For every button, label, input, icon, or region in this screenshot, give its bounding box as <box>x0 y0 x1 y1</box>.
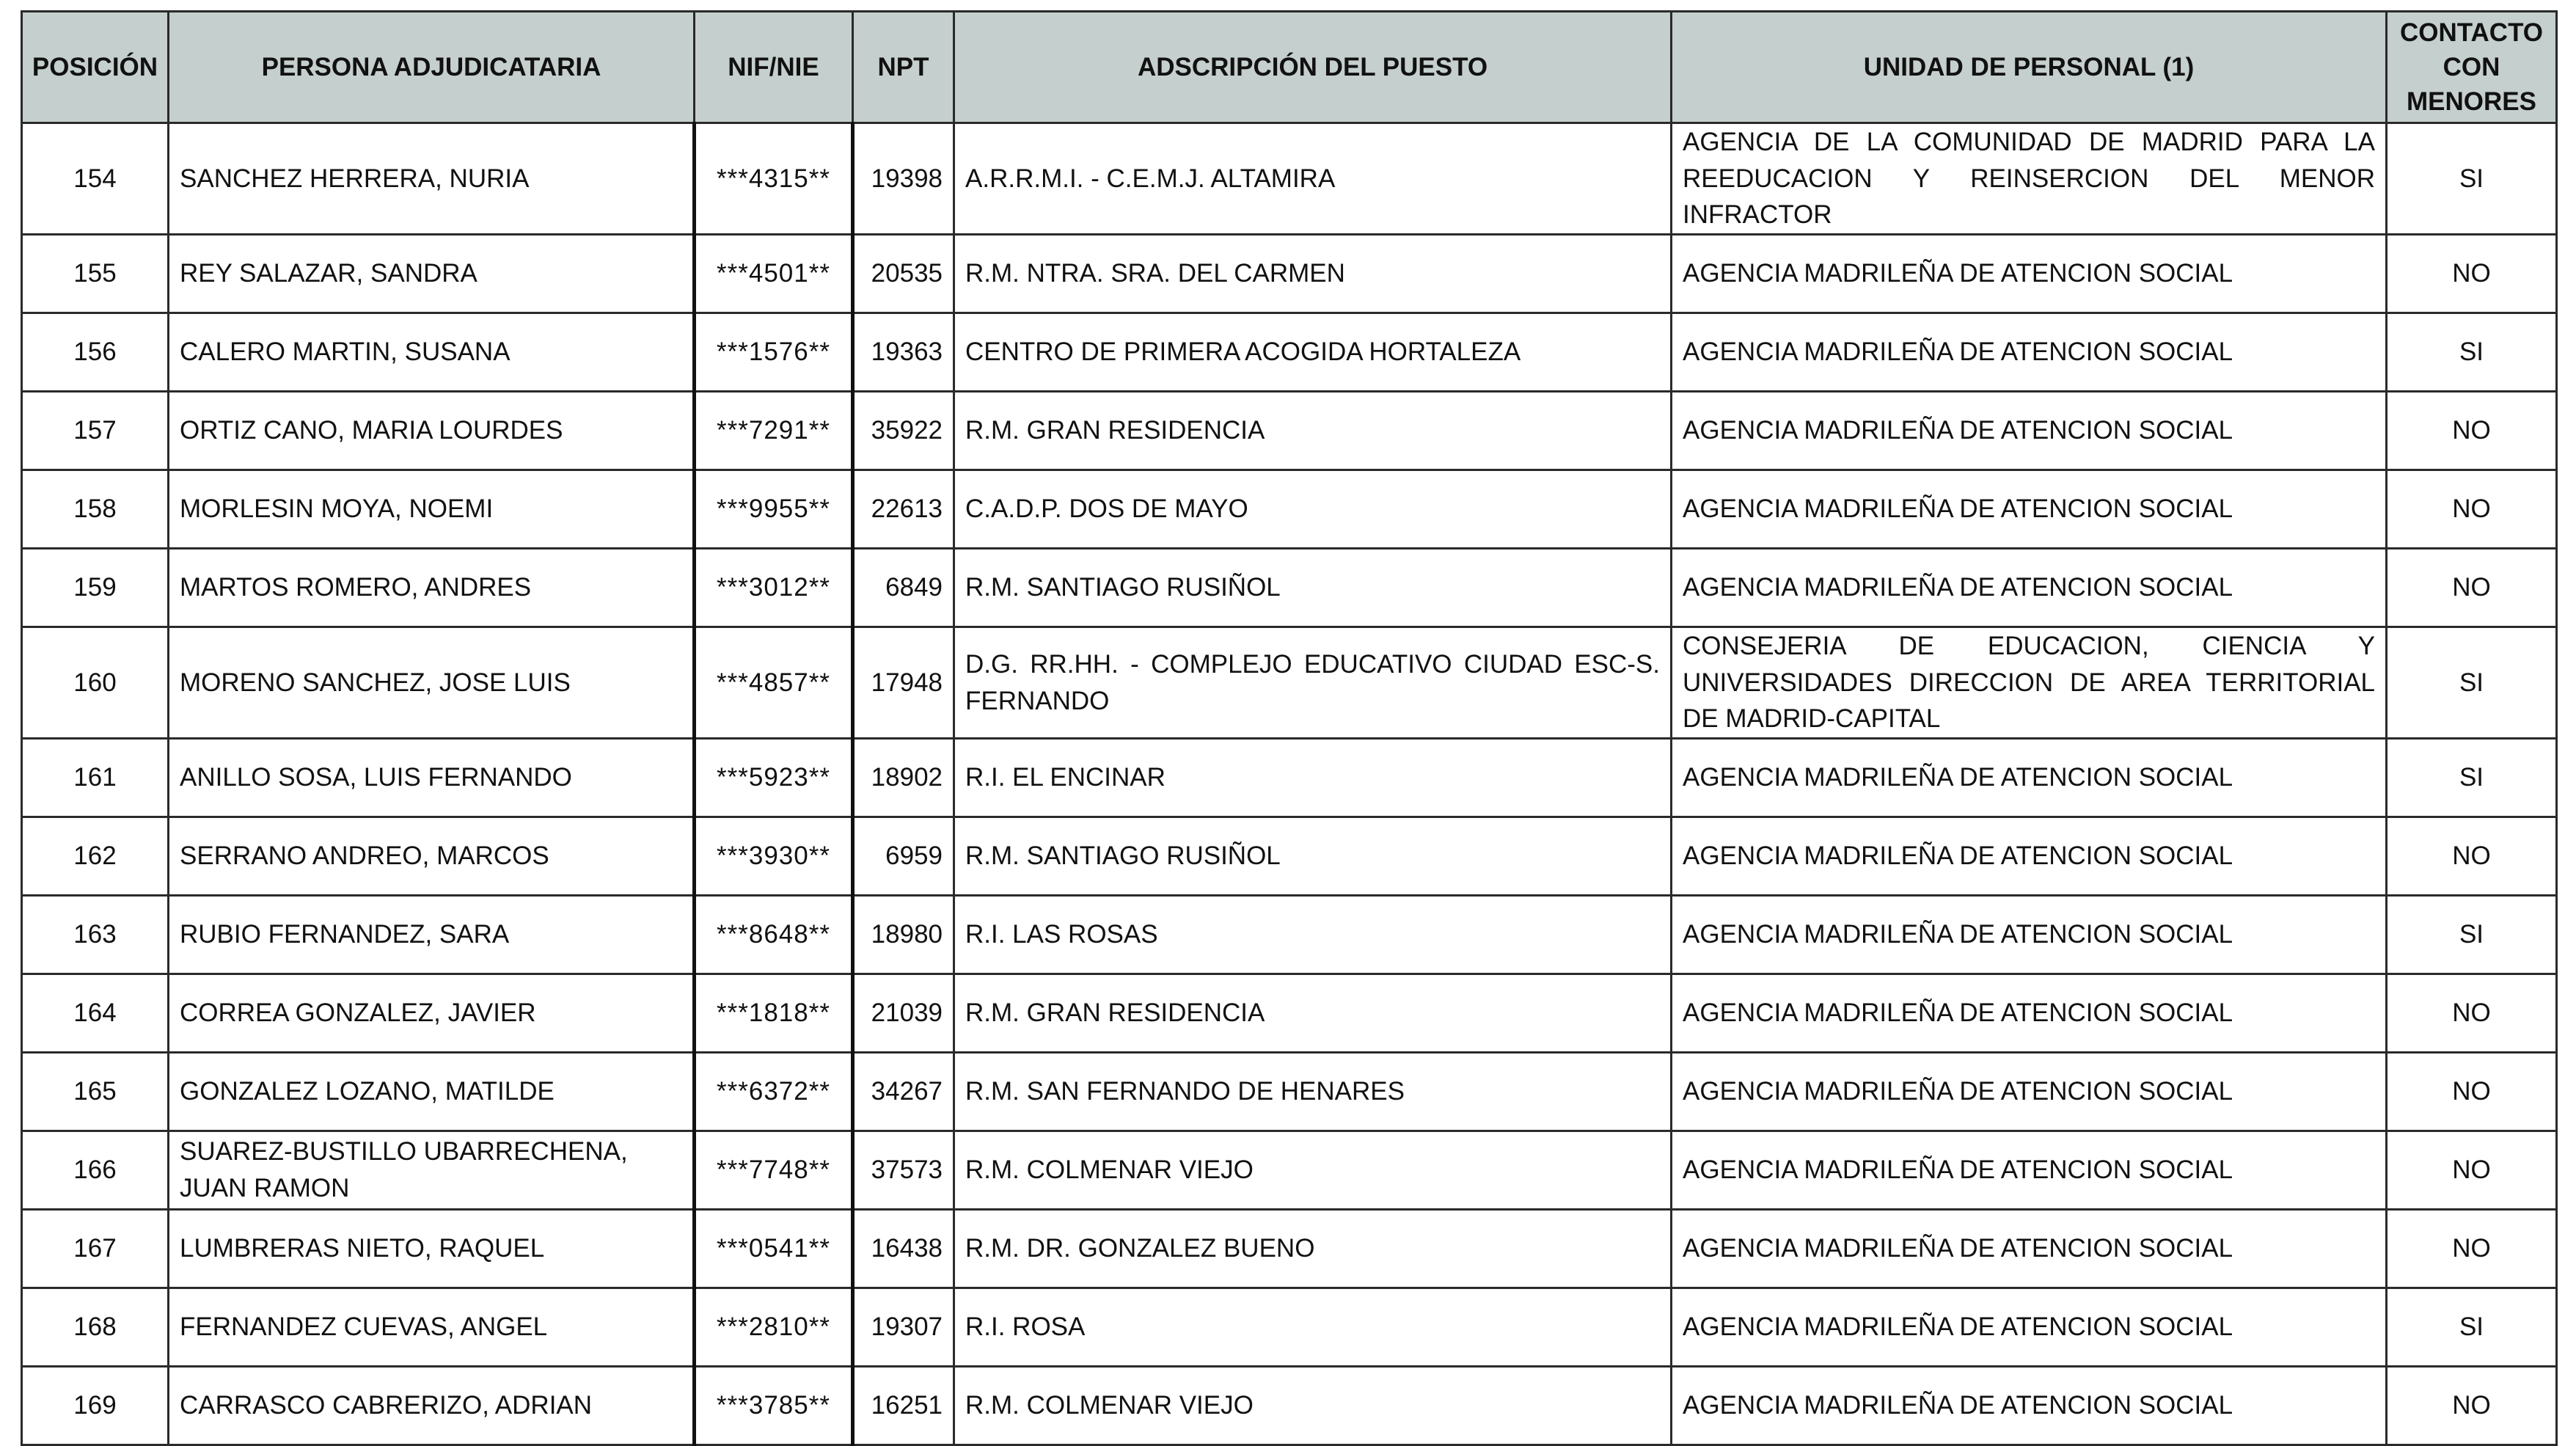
cell-contacto: NO <box>2387 1367 2557 1445</box>
cell-npt: 19307 <box>853 1288 954 1367</box>
cell-unidad: AGENCIA MADRILEÑA DE ATENCION SOCIAL <box>1672 1367 2387 1445</box>
cell-persona: SUAREZ-BUSTILLO UBARRECHENA, JUAN RAMON <box>169 1131 695 1210</box>
cell-nif: ***3930** <box>695 817 853 896</box>
cell-persona: ORTIZ CANO, MARIA LOURDES <box>169 392 695 470</box>
table-row <box>22 974 2557 1053</box>
cell-posicion: 161 <box>22 739 169 817</box>
cell-posicion: 164 <box>22 974 169 1053</box>
cell-nif: ***4501** <box>695 235 853 313</box>
cell-adscripcion: A.R.R.M.I. - C.E.M.J. ALTAMIRA <box>954 123 1672 235</box>
cell-contacto: NO <box>2387 1053 2557 1131</box>
cell-persona: CALERO MARTIN, SUSANA <box>169 313 695 392</box>
cell-posicion: 168 <box>22 1288 169 1367</box>
table-row <box>22 392 2557 470</box>
cell-posicion: 165 <box>22 1053 169 1131</box>
cell-npt: 19363 <box>853 313 954 392</box>
cell-posicion: 159 <box>22 549 169 627</box>
cell-adscripcion: R.I. EL ENCINAR <box>954 739 1672 817</box>
cell-adscripcion: R.M. NTRA. SRA. DEL CARMEN <box>954 235 1672 313</box>
header-adscripcion: ADSCRIPCIÓN DEL PUESTO <box>954 12 1672 123</box>
cell-posicion: 155 <box>22 235 169 313</box>
cell-persona: CARRASCO CABRERIZO, ADRIAN <box>169 1367 695 1445</box>
cell-npt: 18980 <box>853 896 954 974</box>
cell-persona: GONZALEZ LOZANO, MATILDE <box>169 1053 695 1131</box>
cell-nif: ***3785** <box>695 1367 853 1445</box>
cell-posicion: 158 <box>22 470 169 549</box>
cell-nif: ***7291** <box>695 392 853 470</box>
cell-npt: 19398 <box>853 123 954 235</box>
cell-nif: ***4315** <box>695 123 853 235</box>
cell-posicion: 163 <box>22 896 169 974</box>
cell-nif: ***1576** <box>695 313 853 392</box>
cell-unidad: AGENCIA MADRILEÑA DE ATENCION SOCIAL <box>1672 974 2387 1053</box>
cell-unidad: AGENCIA MADRILEÑA DE ATENCION SOCIAL <box>1672 896 2387 974</box>
cell-nif: ***5923** <box>695 739 853 817</box>
cell-nif: ***3012** <box>695 549 853 627</box>
header-nif: NIF/NIE <box>695 12 853 123</box>
cell-adscripcion: R.M. DR. GONZALEZ BUENO <box>954 1210 1672 1288</box>
cell-adscripcion: R.I. ROSA <box>954 1288 1672 1367</box>
cell-unidad: AGENCIA DE LA COMUNIDAD DE MADRID PARA LA REEDUCACION Y REINSERCION DEL MENOR INFRACTOR <box>1672 123 2387 235</box>
header-persona: PERSONA ADJUDICATARIA <box>169 12 695 123</box>
adjudication-table <box>21 10 2558 1446</box>
cell-adscripcion: R.M. SANTIAGO RUSIÑOL <box>954 817 1672 896</box>
cell-posicion: 156 <box>22 313 169 392</box>
table-row <box>22 817 2557 896</box>
cell-posicion: 169 <box>22 1367 169 1445</box>
cell-adscripcion: R.M. COLMENAR VIEJO <box>954 1367 1672 1445</box>
cell-posicion: 167 <box>22 1210 169 1288</box>
cell-unidad: AGENCIA MADRILEÑA DE ATENCION SOCIAL <box>1672 392 2387 470</box>
cell-contacto: SI <box>2387 123 2557 235</box>
cell-adscripcion: D.G. RR.HH. - COMPLEJO EDUCATIVO CIUDAD ESC-S. FERNANDO <box>954 627 1672 739</box>
table-row <box>22 1131 2557 1210</box>
cell-contacto: NO <box>2387 392 2557 470</box>
cell-npt: 20535 <box>853 235 954 313</box>
cell-unidad: AGENCIA MADRILEÑA DE ATENCION SOCIAL <box>1672 549 2387 627</box>
cell-npt: 17948 <box>853 627 954 739</box>
table-body <box>22 123 2557 1445</box>
header-row <box>22 12 2557 123</box>
cell-npt: 6849 <box>853 549 954 627</box>
cell-persona: MARTOS ROMERO, ANDRES <box>169 549 695 627</box>
cell-contacto: NO <box>2387 1131 2557 1210</box>
cell-nif: ***2810** <box>695 1288 853 1367</box>
cell-contacto: SI <box>2387 1288 2557 1367</box>
cell-posicion: 160 <box>22 627 169 739</box>
cell-persona: FERNANDEZ CUEVAS, ANGEL <box>169 1288 695 1367</box>
table-row <box>22 1210 2557 1288</box>
cell-contacto: SI <box>2387 739 2557 817</box>
cell-nif: ***0541** <box>695 1210 853 1288</box>
cell-npt: 16438 <box>853 1210 954 1288</box>
cell-npt: 22613 <box>853 470 954 549</box>
cell-npt: 6959 <box>853 817 954 896</box>
cell-contacto: NO <box>2387 235 2557 313</box>
cell-adscripcion: R.M. GRAN RESIDENCIA <box>954 392 1672 470</box>
cell-nif: ***4857** <box>695 627 853 739</box>
cell-contacto: SI <box>2387 896 2557 974</box>
cell-contacto: NO <box>2387 549 2557 627</box>
table-row <box>22 739 2557 817</box>
header-contacto-line-1: CONTACTO <box>2399 18 2544 47</box>
cell-nif: ***9955** <box>695 470 853 549</box>
cell-npt: 16251 <box>853 1367 954 1445</box>
table-row <box>22 627 2557 739</box>
cell-unidad: CONSEJERIA DE EDUCACION, CIENCIA Y UNIVERSIDADES DIRECCION DE AREA TERRITORIAL DE MADRID-CAPITAL <box>1672 627 2387 739</box>
cell-adscripcion: R.I. LAS ROSAS <box>954 896 1672 974</box>
table-row <box>22 313 2557 392</box>
cell-adscripcion: R.M. GRAN RESIDENCIA <box>954 974 1672 1053</box>
cell-npt: 35922 <box>853 392 954 470</box>
cell-nif: ***8648** <box>695 896 853 974</box>
header-contacto-line-2: CON <box>2443 52 2500 81</box>
cell-contacto: NO <box>2387 817 2557 896</box>
cell-npt: 21039 <box>853 974 954 1053</box>
cell-adscripcion: R.M. SAN FERNANDO DE HENARES <box>954 1053 1672 1131</box>
cell-npt: 37573 <box>853 1131 954 1210</box>
cell-npt: 18902 <box>853 739 954 817</box>
table-row <box>22 470 2557 549</box>
table-row <box>22 123 2557 235</box>
cell-unidad: AGENCIA MADRILEÑA DE ATENCION SOCIAL <box>1672 470 2387 549</box>
header-posicion: POSICIÓN <box>22 12 169 123</box>
cell-nif: ***7748** <box>695 1131 853 1210</box>
table-row <box>22 1053 2557 1131</box>
cell-adscripcion: CENTRO DE PRIMERA ACOGIDA HORTALEZA <box>954 313 1672 392</box>
cell-npt: 34267 <box>853 1053 954 1131</box>
table-header <box>22 12 2557 123</box>
cell-adscripcion: C.A.D.P. DOS DE MAYO <box>954 470 1672 549</box>
header-contacto-line-3: MENORES <box>2407 87 2536 117</box>
cell-persona: MORLESIN MOYA, NOEMI <box>169 470 695 549</box>
table-row <box>22 1367 2557 1445</box>
cell-posicion: 162 <box>22 817 169 896</box>
cell-persona: LUMBRERAS NIETO, RAQUEL <box>169 1210 695 1288</box>
adjudication-sheet <box>21 10 2558 1446</box>
header-contacto <box>2387 12 2557 123</box>
cell-nif: ***6372** <box>695 1053 853 1131</box>
cell-adscripcion: R.M. SANTIAGO RUSIÑOL <box>954 549 1672 627</box>
cell-unidad: AGENCIA MADRILEÑA DE ATENCION SOCIAL <box>1672 1288 2387 1367</box>
table-row <box>22 896 2557 974</box>
cell-persona: RUBIO FERNANDEZ, SARA <box>169 896 695 974</box>
cell-contacto: NO <box>2387 470 2557 549</box>
cell-posicion: 154 <box>22 123 169 235</box>
cell-contacto: NO <box>2387 1210 2557 1288</box>
cell-persona: SERRANO ANDREO, MARCOS <box>169 817 695 896</box>
cell-persona: SANCHEZ HERRERA, NURIA <box>169 123 695 235</box>
cell-unidad: AGENCIA MADRILEÑA DE ATENCION SOCIAL <box>1672 235 2387 313</box>
table-row <box>22 1288 2557 1367</box>
header-unidad: UNIDAD DE PERSONAL (1) <box>1672 12 2387 123</box>
cell-contacto: NO <box>2387 974 2557 1053</box>
cell-unidad: AGENCIA MADRILEÑA DE ATENCION SOCIAL <box>1672 739 2387 817</box>
cell-contacto: SI <box>2387 313 2557 392</box>
header-npt: NPT <box>853 12 954 123</box>
cell-posicion: 157 <box>22 392 169 470</box>
cell-persona: MORENO SANCHEZ, JOSE LUIS <box>169 627 695 739</box>
cell-persona: ANILLO SOSA, LUIS FERNANDO <box>169 739 695 817</box>
cell-nif: ***1818** <box>695 974 853 1053</box>
cell-persona: REY SALAZAR, SANDRA <box>169 235 695 313</box>
cell-unidad: AGENCIA MADRILEÑA DE ATENCION SOCIAL <box>1672 817 2387 896</box>
cell-unidad: AGENCIA MADRILEÑA DE ATENCION SOCIAL <box>1672 1210 2387 1288</box>
cell-adscripcion: R.M. COLMENAR VIEJO <box>954 1131 1672 1210</box>
cell-unidad: AGENCIA MADRILEÑA DE ATENCION SOCIAL <box>1672 1053 2387 1131</box>
cell-persona: CORREA GONZALEZ, JAVIER <box>169 974 695 1053</box>
table-row <box>22 235 2557 313</box>
cell-contacto: SI <box>2387 627 2557 739</box>
cell-posicion: 166 <box>22 1131 169 1210</box>
cell-unidad: AGENCIA MADRILEÑA DE ATENCION SOCIAL <box>1672 313 2387 392</box>
table-row <box>22 549 2557 627</box>
cell-unidad: AGENCIA MADRILEÑA DE ATENCION SOCIAL <box>1672 1131 2387 1210</box>
